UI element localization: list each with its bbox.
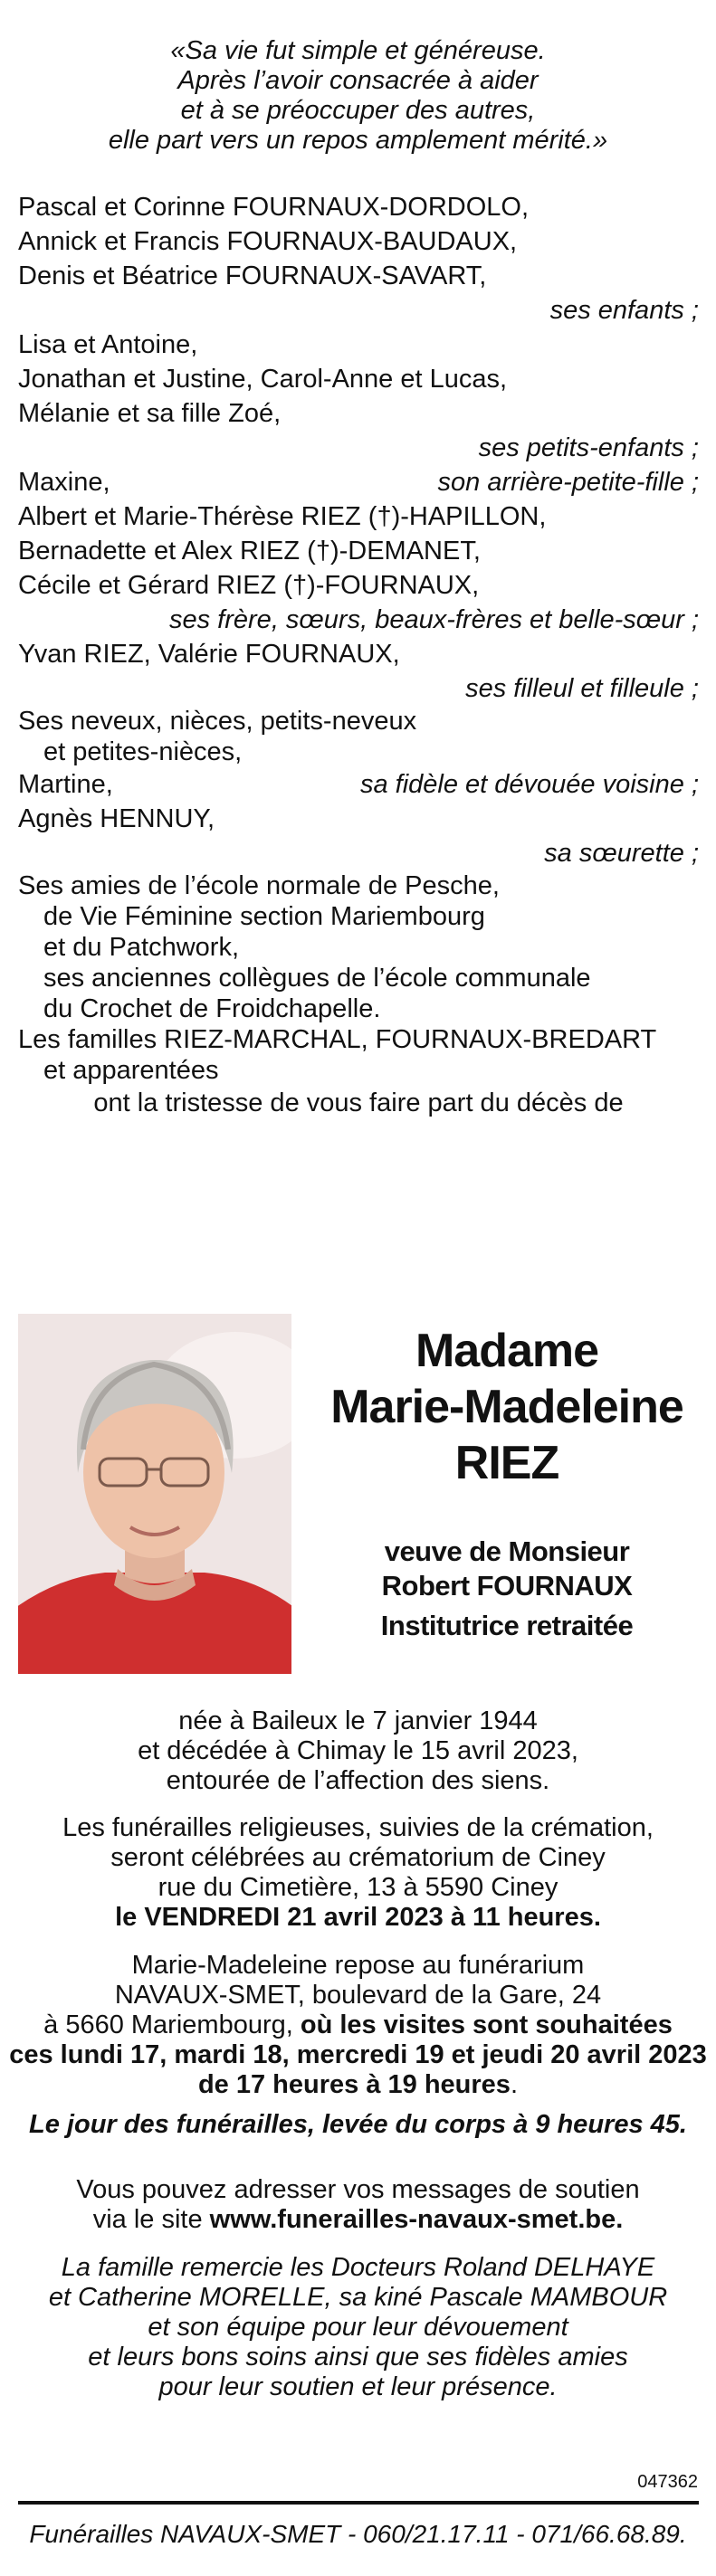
quote-line: et à se préoccuper des autres, bbox=[180, 96, 536, 125]
family-line: Yvan RIEZ, Valérie FOURNAUX, bbox=[18, 640, 400, 669]
announcement: ont la tristesse de vous faire part du décès de bbox=[93, 1088, 624, 1117]
procession-text: Le jour des funérailles, levée du corps à 9 heures 45. bbox=[29, 2110, 687, 2139]
family-line: Les familles RIEZ-MARCHAL, FOURNAUX-BREDART bbox=[18, 1025, 657, 1054]
relation-label: ses petits-enfants ; bbox=[478, 433, 699, 462]
family-line: Ses neveux, nièces, petits-neveux bbox=[18, 707, 417, 736]
funeral-line: rue du Cimetière, 13 à 5590 Ciney bbox=[158, 1873, 558, 1902]
thanks-line: et Catherine MORELLE, sa kiné Pascale MAMBOUR bbox=[48, 2283, 668, 2312]
thanks-line: et leurs bons soins ainsi que ses fidèles amies bbox=[88, 2343, 628, 2372]
family-line: du Crochet de Froidchapelle. bbox=[43, 994, 381, 1023]
family-line: Mélanie et sa fille Zoé, bbox=[18, 399, 282, 428]
relation-label: ses frère, sœurs, beaux-frères et belle-sœur ; bbox=[169, 605, 699, 634]
birth-death-line: et décédée à Chimay le 15 avril 2023, bbox=[138, 1736, 578, 1765]
relation-label: ses filleul et filleule ; bbox=[465, 674, 699, 703]
visits-dates: ces lundi 17, mardi 18, mercredi 19 et jeudi 20 avril 2023 bbox=[9, 2040, 707, 2069]
occupation: Institutrice retraitée bbox=[380, 1610, 634, 1641]
quote-line: elle part vers un repos amplement mérité.» bbox=[108, 126, 608, 155]
funeral-line: Les funérailles religieuses, suivies de la crémation, bbox=[62, 1813, 654, 1842]
quote-line: «Sa vie fut simple et généreuse. bbox=[170, 36, 546, 65]
relation-row bbox=[18, 671, 699, 706]
portrait-illustration bbox=[18, 1314, 291, 1674]
deceased-surname: RIEZ bbox=[454, 1437, 559, 1489]
relation-label: sa fidèle et dévouée voisine ; bbox=[359, 770, 699, 799]
visits-block bbox=[0, 1951, 716, 2100]
thanks-line: La famille remercie les Docteurs Roland DELHAYE bbox=[61, 2253, 655, 2282]
funeral-home-footer: Funérailles NAVAUX-SMET - 060/21.17.11 - 071/66.68.89. bbox=[29, 2520, 687, 2548]
family-line: Pascal et Corinne FOURNAUX-DORDOLO, bbox=[18, 193, 530, 222]
family-list bbox=[18, 190, 699, 1120]
deceased-details bbox=[308, 1535, 706, 1643]
family-line: et du Patchwork, bbox=[43, 933, 239, 962]
thanks-block bbox=[0, 2253, 716, 2402]
family-line: et petites-nièces, bbox=[43, 737, 243, 766]
family-line: Cécile et Gérard RIEZ (†)-FOURNAUX, bbox=[18, 571, 480, 600]
deceased-title: Madame bbox=[415, 1325, 599, 1377]
relation-row bbox=[18, 293, 699, 328]
portrait-photo bbox=[18, 1314, 291, 1674]
quote-line: Après l’avoir consacrée à aider bbox=[177, 66, 539, 95]
procession-block bbox=[0, 2110, 716, 2140]
family-line: Agnès HENNUY, bbox=[18, 804, 215, 833]
funeral-block bbox=[0, 1813, 716, 1933]
deceased-first-names: Marie-Madeleine bbox=[330, 1381, 683, 1433]
funeral-date: le VENDREDI 21 avril 2023 à 11 heures. bbox=[115, 1903, 601, 1932]
relation-label: sa sœurette ; bbox=[544, 839, 699, 868]
family-line: Denis et Béatrice FOURNAUX-SAVART, bbox=[18, 261, 487, 290]
visits-line bbox=[0, 2010, 716, 2040]
family-line: et apparentées bbox=[43, 1056, 219, 1085]
thanks-line: pour leur soutien et leur présence. bbox=[158, 2372, 558, 2401]
deceased-name-block bbox=[308, 1323, 706, 1491]
funeral-line: seront célébrées au crématorium de Ciney bbox=[110, 1843, 606, 1872]
messages-line bbox=[0, 2205, 716, 2235]
divider bbox=[18, 2501, 699, 2505]
visits-line: NAVAUX-SMET, boulevard de la Gare, 24 bbox=[114, 1981, 602, 2010]
relation-row bbox=[18, 767, 699, 802]
epigraph-quote bbox=[0, 36, 716, 156]
visits-line bbox=[0, 2070, 716, 2100]
visits-hours: de 17 heures à 19 heures bbox=[197, 2070, 511, 2099]
relation-label: son arrière-petite-fille ; bbox=[437, 468, 699, 497]
visits-line: Marie-Madeleine repose au funérarium bbox=[131, 1951, 585, 1980]
family-line: Bernadette et Alex RIEZ (†)-DEMANET, bbox=[18, 537, 481, 566]
family-line: Lisa et Antoine, bbox=[18, 330, 198, 359]
birth-death-block bbox=[0, 1706, 716, 1796]
widow-line: veuve de Monsieur bbox=[384, 1535, 630, 1567]
messages-prefix: via le site bbox=[92, 2205, 210, 2234]
birth-death-line: entourée de l’affection des siens. bbox=[166, 1766, 550, 1795]
family-line: de Vie Féminine section Mariembourg bbox=[43, 902, 485, 931]
family-line: Ses amies de l’école normale de Pesche, bbox=[18, 871, 500, 900]
relation-row bbox=[18, 603, 699, 637]
visits-note: où les visites sont souhaitées bbox=[300, 2010, 673, 2039]
family-line: Martine, bbox=[18, 770, 113, 799]
birth-death-line: née à Baileux le 7 janvier 1944 bbox=[178, 1706, 538, 1735]
family-line: Maxine, bbox=[18, 468, 110, 497]
relation-label: ses enfants ; bbox=[549, 296, 699, 325]
messages-block bbox=[0, 2175, 716, 2235]
thanks-line: et son équipe pour leur dévouement bbox=[148, 2313, 568, 2342]
reference-number: 047362 bbox=[637, 2472, 698, 2492]
relation-row bbox=[18, 465, 699, 499]
visits-address: à 5660 Mariembourg, bbox=[43, 2010, 301, 2039]
widow-line: Robert FOURNAUX bbox=[381, 1570, 633, 1602]
family-line: Albert et Marie-Thérèse RIEZ (†)-HAPILLON, bbox=[18, 502, 547, 531]
website-link[interactable]: www.funerailles-navaux-smet.be. bbox=[209, 2205, 624, 2234]
family-line: ses anciennes collègues de l’école communale bbox=[43, 964, 591, 993]
family-line: Jonathan et Justine, Carol-Anne et Lucas, bbox=[18, 365, 508, 394]
messages-line: Vous pouvez adresser vos messages de soutien bbox=[76, 2175, 640, 2204]
visits-period: . bbox=[510, 2070, 519, 2099]
relation-row bbox=[18, 836, 699, 870]
family-line: Annick et Francis FOURNAUX-BAUDAUX, bbox=[18, 227, 518, 256]
relation-row bbox=[18, 431, 699, 465]
